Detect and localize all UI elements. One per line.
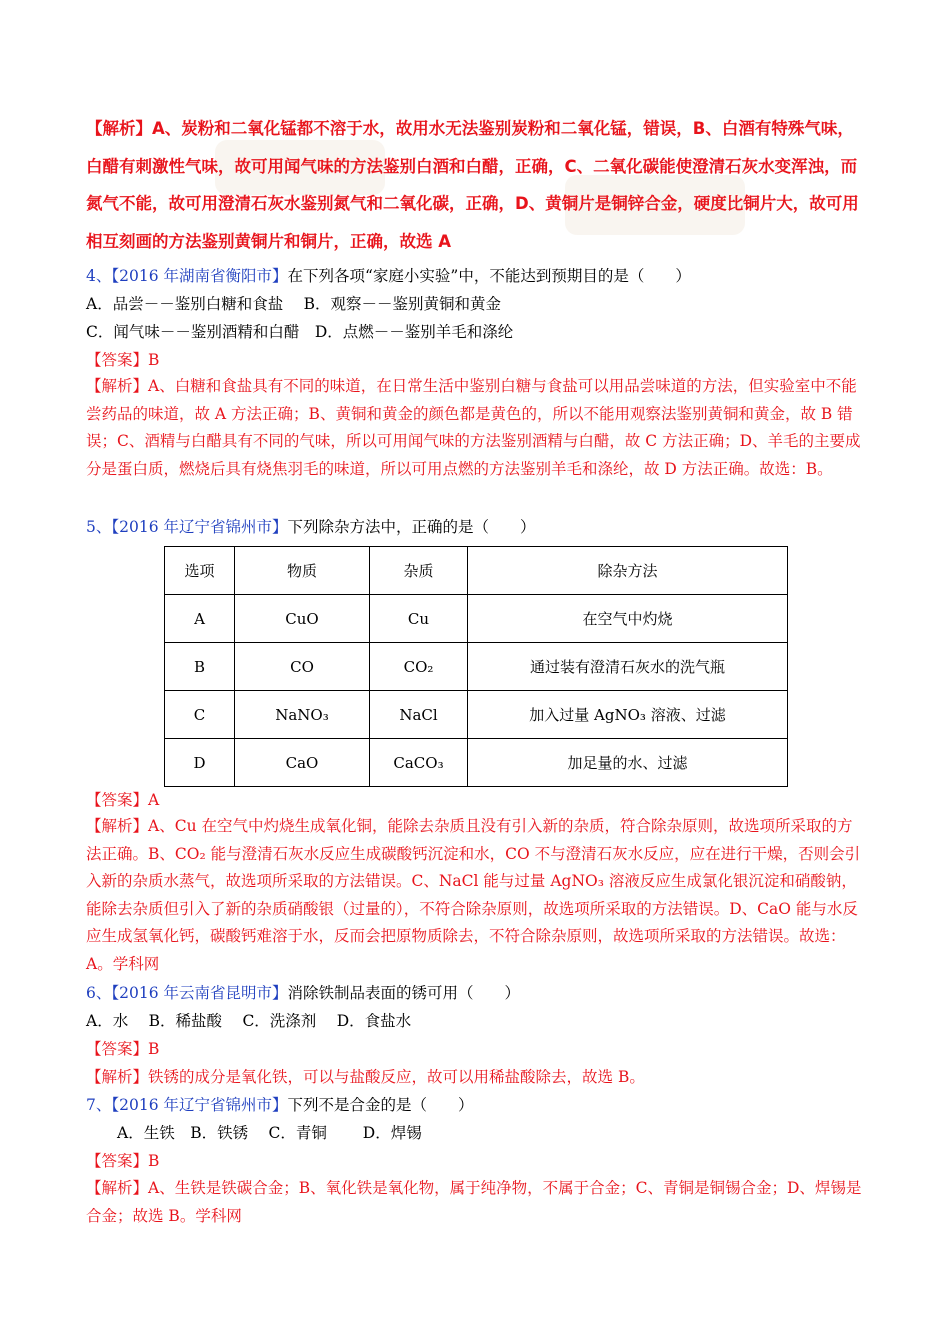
table-cell: NaNO₃ [235,691,370,739]
table-cell: CuO [235,595,370,643]
table-cell: CO₂ [370,643,468,691]
q4-options-line1: A．品尝－－鉴别白糖和食盐 B．观察－－鉴别黄铜和黄金 [86,295,502,313]
q5-options-table [164,546,788,787]
q7-analysis [86,1175,866,1230]
table-row [165,595,788,643]
q6-number: 6、 [86,984,112,1002]
table-cell: B [165,643,235,691]
table-row [165,643,788,691]
table-header-cell: 选项 [165,547,235,595]
table-cell: 在空气中灼烧 [468,595,788,643]
table-cell: CaCO₃ [370,739,468,787]
q7-answer-value: B [148,1152,160,1170]
q7-number: 7、 [86,1096,112,1114]
q7-answer-label: 【答案】 [86,1152,149,1170]
table-cell: 通过装有澄清石灰水的洗气瓶 [468,643,788,691]
q7-question [86,1095,474,1115]
q6-question [86,983,520,1003]
q5-analysis [86,813,866,978]
table-cell: CO [235,643,370,691]
q6-analysis [86,1067,645,1087]
q4-question [86,266,691,286]
q5-answer-value: A [148,791,160,809]
q5-number: 5、 [86,518,112,536]
q4-analysis [86,373,866,483]
q5-answer-label: 【答案】 [86,791,149,809]
q3-analysis [86,110,866,260]
q3-analysis-label: 【解析】 [86,119,152,138]
table-cell: 加入过量 AgNO₃ 溶液、过滤 [468,691,788,739]
q4-analysis-text: A、白糖和食盐具有不同的味道，在日常生活中鉴别白糖与食盐可以用品尝味道的方法，但实验室中不能尝药品的味道，故 A 方法正确；B、黄铜和黄金的颜色都是黄色的，所以不能用观察法鉴别黄铜和黄金，故 B 错误；C、酒精与白醋具有不同的气味，所以可用闻气味的方法鉴别酒精与白醋，故 C 方法正确；D、羊毛的主要成分是蛋白质，燃烧后具有烧焦羽毛的味道，所以可用点燃的方法鉴别羊毛和涤纶，故 D 方法正确。故选：B。 [86,377,861,478]
q6-analysis-text: 铁锈的成分是氧化铁，可以与盐酸反应，故可以用稀盐酸除去，故选 B。 [148,1068,645,1086]
q5-source: 【2016 年辽宁省锦州市】 [111,518,288,536]
table-header-cell: 除杂方法 [468,547,788,595]
table-cell: 加足量的水、过滤 [468,739,788,787]
table-header-cell: 杂质 [370,547,468,595]
table-header-cell: 物质 [235,547,370,595]
q5-answer [86,790,159,810]
table-cell: NaCl [370,691,468,739]
q4-number: 4、 [86,267,112,285]
q7-analysis-text: A、生铁是铁碳合金；B、氧化铁是氧化物，属于纯净物，不属于合金；C、青铜是铜锡合金；D、焊锡是合金；故选 B。学科网 [86,1179,862,1225]
q6-answer-value: B [148,1040,160,1058]
q3-analysis-text: A、炭粉和二氧化锰都不溶于水，故用水无法鉴别炭粉和二氧化锰，错误，B、白酒有特殊气味，白醋有刺激性气味，故可用闻气味的方法鉴别白酒和白醋，正确，C、二氧化碳能使澄清石灰水变浑浊，而氮气不能，故可用澄清石灰水鉴别氮气和二氧化碳，正确，D、黄铜片是铜锌合金，硬度比铜片大，故可用相互刻画的方法鉴别黄铜片和铜片，正确，故选 A [86,119,859,251]
table-cell: A [165,595,235,643]
q4-question-text: 在下列各项“家庭小实验”中，不能达到预期目的是（ ） [287,267,691,285]
q6-source: 【2016 年云南省昆明市】 [111,984,288,1002]
q5-question [86,517,536,537]
q7-options: A．生铁 B．铁锈 C．青铜 D．焊锡 [117,1124,422,1142]
table-header-row [165,547,788,595]
q4-source: 【2016 年湖南省衡阳市】 [111,267,288,285]
q4-answer [86,350,159,370]
q6-options: A．水 B．稀盐酸 C．洗涤剂 D．食盐水 [86,1012,412,1030]
q6-answer [86,1039,159,1059]
q4-answer-value: B [148,351,160,369]
q7-analysis-label: 【解析】 [86,1179,149,1197]
q7-question-text: 下列不是合金的是（ ） [287,1096,474,1114]
q7-source: 【2016 年辽宁省锦州市】 [111,1096,288,1114]
q6-question-text: 消除铁制品表面的锈可用（ ） [287,984,521,1002]
q6-analysis-label: 【解析】 [86,1068,149,1086]
table-cell: Cu [370,595,468,643]
table-row [165,739,788,787]
q6-answer-label: 【答案】 [86,1040,149,1058]
table-cell: CaO [235,739,370,787]
table-cell: D [165,739,235,787]
q5-analysis-text: A、Cu 在空气中灼烧生成氧化铜，能除去杂质且没有引入新的杂质，符合除杂原则，故选项所采取的方法正确。B、CO₂ 能与澄清石灰水反应生成碳酸钙沉淀和水，CO 不与澄清石灰水反应，应在进行干燥，否则会引入新的杂质水蒸气，故选项所采取的方法错误。C、NaCl 能与过量 AgNO₃ 溶液反应生成氯化银沉淀和硝酸钠，能除去杂质但引入了新的杂质硝酸银（过量的），不符合除杂原则，故选项所采取的方法错误。D、CaO 能与水反应生成氢氧化钙，碳酸钙难溶于水，反而会把原物质除去，不符合除杂原则，故选项所采取的方法错误。故选：A。学科网 [86,817,861,973]
q4-options-line2: C．闻气味－－鉴别酒精和白醋 D．点燃－－鉴别羊毛和涤纶 [86,323,514,341]
table-cell: C [165,691,235,739]
table-row [165,691,788,739]
q7-answer [86,1151,159,1171]
q4-analysis-label: 【解析】 [86,377,149,395]
q5-analysis-label: 【解析】 [86,817,149,835]
q5-question-text: 下列除杂方法中，正确的是（ ） [287,518,536,536]
q4-answer-label: 【答案】 [86,351,149,369]
